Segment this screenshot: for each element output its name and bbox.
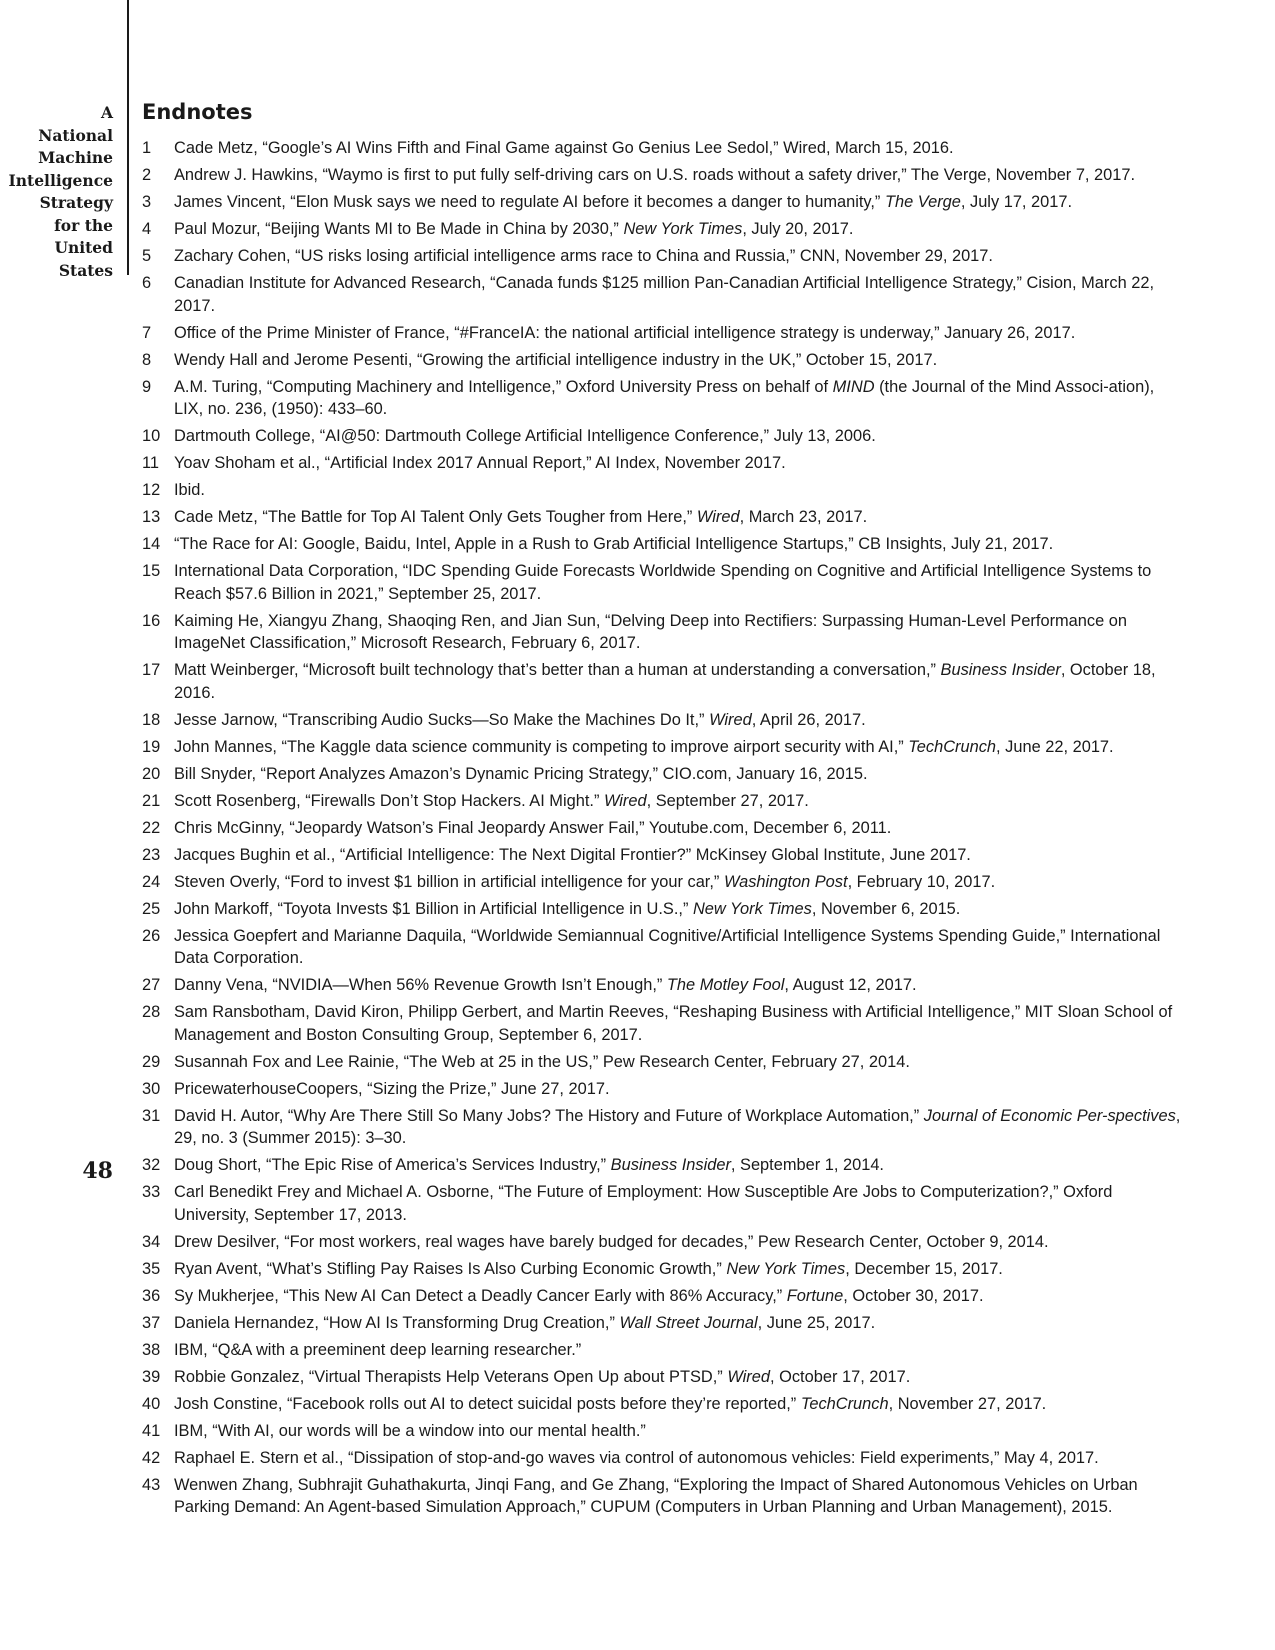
- endnote-segment: Wendy Hall and Jerome Pesenti, “Growing the artificial intelligence industry in the UK,” October 15, 2017.: [174, 350, 938, 369]
- endnote-publication: New York Times: [692, 899, 812, 918]
- endnote-item: [142, 1393, 1182, 1416]
- endnote-segment: Jesse Jarnow, “Transcribing Audio Sucks—So Make the Machines Do It,”: [174, 710, 710, 729]
- endnote-text: [174, 1154, 1182, 1177]
- endnote-item: [142, 610, 1182, 655]
- endnote-segment: , November 27, 2017.: [888, 1394, 1047, 1413]
- report-title-line: for the: [54, 215, 113, 235]
- endnote-number: 9: [142, 377, 152, 396]
- endnote-publication: TechCrunch: [908, 737, 997, 756]
- endnote-segment: , September 1, 2014.: [730, 1156, 884, 1174]
- endnote-segment: John Mannes, “The Kaggle data science community is competing to improve airport security with AI,”: [174, 737, 909, 756]
- endnote-item: [142, 709, 1182, 732]
- endnote-publication: New York Times: [726, 1259, 846, 1278]
- endnote-publication: Fortune: [786, 1286, 844, 1305]
- endnote-text: [174, 790, 1182, 813]
- endnote-publication: Wall Street Journal: [619, 1313, 758, 1332]
- endnote-segment: Andrew J. Hawkins, “Waymo is first to put fully self-driving cars on U.S. roads without a safety driver,” The Verge, November 7, 2017.: [174, 166, 1136, 184]
- endnote-number: 41: [142, 1421, 161, 1440]
- endnote-number: 20: [142, 764, 161, 783]
- endnote-text: [174, 191, 1182, 214]
- endnote-segment: Bill Snyder, “Report Analyzes Amazon’s Dynamic Pricing Strategy,” CIO.com, January 16, 2015.: [174, 764, 868, 783]
- endnote-segment: Yoav Shoham et al., “Artificial Index 2017 Annual Report,” AI Index, November 2017.: [174, 454, 786, 472]
- endnote-text: [174, 322, 1182, 345]
- endnote-text: [174, 974, 1182, 997]
- endnote-segment: Wenwen Zhang, Subhrajit Guhathakurta, Jinqi Fang, and Ge Zhang, “Exploring the Impact of Shared Autonomous Vehicles on Urban Parking Demand: An Agent-based Simulation Approach,” CUPUM (Computers in Urban Planning and Urban Management), 2015.: [174, 1475, 1138, 1516]
- endnote-item: [142, 245, 1182, 268]
- endnote-segment: , July 17, 2017.: [960, 193, 1073, 211]
- endnote-number: 42: [142, 1448, 161, 1467]
- endnote-segment: , March 23, 2017.: [739, 508, 868, 526]
- report-title: [0, 102, 113, 282]
- endnote-item: [142, 272, 1182, 317]
- endnote-number: 13: [142, 508, 161, 526]
- endnote-segment: Steven Overly, “Ford to invest $1 billion in artificial intelligence for your car,”: [174, 872, 724, 891]
- endnote-segment: IBM, “Q&A with a preeminent deep learning researcher.”: [174, 1340, 582, 1359]
- endnote-segment: , September 27, 2017.: [646, 791, 809, 810]
- endnote-text: [174, 1181, 1182, 1226]
- endnote-publication: New York Times: [623, 220, 743, 238]
- endnote-item: [142, 871, 1182, 894]
- endnote-number: 7: [142, 323, 152, 342]
- endnote-number: 37: [142, 1313, 161, 1332]
- endnote-segment: Sam Ransbotham, David Kiron, Philipp Gerbert, and Martin Reeves, “Reshaping Business with Artificial Intelligence,” MIT Sloan School of Management and Boston Consulting Group, September 6, 2017.: [174, 1003, 1173, 1044]
- endnote-text: [174, 1366, 1182, 1389]
- endnote-segment: Paul Mozur, “Beijing Wants MI to Be Made in China by 2030,”: [174, 220, 624, 238]
- endnote-item: [142, 452, 1182, 475]
- endnote-segment: Matt Weinberger, “Microsoft built technology that’s better than a human at understanding a conversation,”: [174, 661, 941, 679]
- endnote-item: [142, 1339, 1182, 1362]
- endnote-number: 15: [142, 562, 161, 580]
- endnote-item: [142, 1447, 1182, 1470]
- report-title-line: United: [54, 238, 113, 257]
- endnote-segment: Cade Metz, “Google’s AI Wins Fifth and Final Game against Go Genius Lee Sedol,” Wired, March 15, 2016.: [174, 139, 954, 157]
- endnote-text: [174, 1078, 1182, 1101]
- endnote-publication: Wired: [727, 1367, 770, 1386]
- endnote-text: [174, 164, 1182, 187]
- endnote-item: [142, 763, 1182, 786]
- endnote-item: [142, 349, 1182, 372]
- endnote-text: [174, 272, 1182, 317]
- endnote-text: [174, 817, 1182, 840]
- endnote-segment: David H. Autor, “Why Are There Still So Many Jobs? The History and Future of Workplace Automation,”: [174, 1106, 924, 1125]
- endnote-item: [142, 1105, 1182, 1150]
- endnote-number: 4: [142, 220, 152, 238]
- endnote-segment: , June 25, 2017.: [757, 1313, 876, 1332]
- endnote-publication: Wired: [709, 710, 752, 729]
- report-title-line: Machine: [38, 148, 113, 167]
- endnote-text: [174, 376, 1182, 421]
- endnote-item: [142, 137, 1182, 160]
- endnote-segment: Chris McGinny, “Jeopardy Watson’s Final Jeopardy Answer Fail,” Youtube.com, December 6, 2011.: [174, 818, 892, 837]
- endnote-publication: Wired: [696, 508, 740, 526]
- endnote-segment: , November 6, 2015.: [811, 899, 961, 918]
- endnote-item: [142, 736, 1182, 759]
- endnote-segment: Josh Constine, “Facebook rolls out AI to detect suicidal posts before they’re reported,”: [174, 1394, 801, 1413]
- endnote-segment: Doug Short, “The Epic Rise of America’s Services Industry,”: [174, 1156, 611, 1174]
- endnote-segment: Scott Rosenberg, “Firewalls Don’t Stop Hackers. AI Might.”: [174, 791, 604, 810]
- endnote-text: [174, 1393, 1182, 1416]
- endnote-item: [142, 1001, 1182, 1046]
- report-title-line: Intelligence: [8, 170, 113, 190]
- endnote-text: [174, 560, 1182, 605]
- endnote-number: 21: [142, 791, 161, 810]
- endnote-text: [174, 1312, 1182, 1335]
- endnote-number: 40: [142, 1394, 161, 1413]
- endnote-number: 19: [142, 737, 161, 756]
- endnote-segment: , June 22, 2017.: [996, 737, 1114, 756]
- endnote-item: [142, 1366, 1182, 1389]
- endnote-number: 33: [142, 1183, 161, 1201]
- endnotes-section: [142, 97, 1182, 1523]
- endnote-text: [174, 1231, 1182, 1254]
- endnote-text: [174, 1285, 1182, 1308]
- endnote-segment: Carl Benedikt Frey and Michael A. Osborne, “The Future of Employment: How Susceptible Are Jobs to Computerization?,” Oxford University, September 17, 2013.: [174, 1183, 1113, 1224]
- report-title-line: Strategy: [39, 193, 113, 212]
- endnote-text: [174, 1051, 1182, 1074]
- endnote-item: [142, 425, 1182, 448]
- endnote-segment: Susannah Fox and Lee Rainie, “The Web at 25 in the US,” Pew Research Center, February 27, 2014.: [174, 1052, 910, 1071]
- endnote-text: [174, 1258, 1182, 1281]
- endnote-text: [174, 1420, 1182, 1443]
- endnote-segment: International Data Corporation, “IDC Spending Guide Forecasts Worldwide Spending on Cognitive and Artificial Intelligence Systems to Reach $57.6 Billion in 2021,” September 25, 2017.: [174, 562, 1152, 603]
- endnote-segment: , April 26, 2017.: [751, 710, 866, 729]
- endnote-number: 25: [142, 899, 161, 918]
- endnote-number: 17: [142, 661, 161, 679]
- endnote-item: [142, 1181, 1182, 1226]
- endnote-number: 22: [142, 818, 161, 837]
- endnote-item: [142, 1231, 1182, 1254]
- endnote-segment: , July 20, 2017.: [742, 220, 854, 238]
- endnote-number: 8: [142, 350, 152, 369]
- endnotes-list: [142, 137, 1182, 1519]
- endnote-publication: The Verge: [884, 193, 961, 211]
- endnote-segment: , 29, no. 3 (Summer 2015): 3–30.: [174, 1106, 1181, 1147]
- endnote-item: [142, 790, 1182, 813]
- endnote-text: [174, 1447, 1182, 1470]
- endnote-number: 6: [142, 274, 152, 292]
- endnote-number: 16: [142, 611, 161, 630]
- endnote-publication: Business Insider: [610, 1156, 731, 1174]
- endnote-publication: TechCrunch: [800, 1394, 889, 1413]
- endnote-segment: Raphael E. Stern et al., “Dissipation of stop-and-go waves via control of autonomous vehicles: Field experiments,” May 4, 2017.: [174, 1448, 1099, 1467]
- endnote-number: 2: [142, 166, 152, 184]
- endnote-number: 3: [142, 193, 152, 211]
- endnote-number: 26: [142, 926, 161, 945]
- endnote-number: 39: [142, 1367, 161, 1386]
- endnote-item: [142, 974, 1182, 997]
- endnote-number: 5: [142, 247, 152, 265]
- endnote-text: [174, 506, 1182, 529]
- endnote-segment: (the Journal of the Mind Associ-ation), LIX, no. 236, (1950): 433–60.: [174, 377, 1155, 418]
- endnote-segment: Drew Desilver, “For most workers, real wages have barely budged for decades,” Pew Research Center, October 9, 2014.: [174, 1232, 1049, 1251]
- endnote-publication: Wired: [603, 791, 647, 810]
- endnote-segment: Sy Mukherjee, “This New AI Can Detect a Deadly Cancer Early with 86% Accuracy,”: [174, 1286, 787, 1305]
- endnote-item: [142, 376, 1182, 421]
- endnote-segment: Dartmouth College, “AI@50: Dartmouth College Artificial Intelligence Conference,” July 13, 2006.: [174, 427, 876, 445]
- endnote-number: 12: [142, 481, 161, 499]
- endnote-number: 43: [142, 1475, 161, 1494]
- report-title-line: States: [58, 260, 113, 280]
- endnote-segment: , February 10, 2017.: [847, 872, 996, 891]
- endnote-item: [142, 1420, 1182, 1443]
- endnote-segment: James Vincent, “Elon Musk says we need to regulate AI before it becomes a danger to humanity,”: [174, 193, 885, 211]
- endnote-segment: , August 12, 2017.: [784, 976, 917, 994]
- endnote-item: [142, 533, 1182, 556]
- endnote-text: [174, 1474, 1182, 1519]
- endnote-number: 14: [142, 535, 161, 553]
- endnote-text: [174, 245, 1182, 268]
- endnote-segment: John Markoff, “Toyota Invests $1 Billion in Artificial Intelligence in U.S.,”: [174, 899, 693, 918]
- endnote-text: [174, 659, 1182, 704]
- endnote-publication: Business Insider: [940, 661, 1061, 679]
- endnote-segment: Robbie Gonzalez, “Virtual Therapists Help Veterans Open Up about PTSD,”: [174, 1367, 728, 1386]
- endnote-segment: Zachary Cohen, “US risks losing artificial intelligence arms race to China and Russia,” CNN, November 29, 2017.: [174, 247, 993, 265]
- endnote-number: 34: [142, 1232, 161, 1251]
- endnote-segment: , October 18, 2016.: [174, 661, 1156, 702]
- report-title-line: A: [100, 103, 113, 122]
- endnote-segment: Jessica Goepfert and Marianne Daquila, “Worldwide Semiannual Cognitive/Artificial Intelligence Systems Spending Guide,” International Data Corporation.: [174, 926, 1161, 967]
- endnote-segment: A.M. Turing, “Computing Machinery and Intelligence,” Oxford University Press on behalf of: [174, 377, 833, 396]
- endnote-text: [174, 533, 1182, 556]
- endnote-segment: , October 30, 2017.: [843, 1286, 984, 1305]
- endnote-number: 35: [142, 1259, 161, 1278]
- endnote-segment: Ryan Avent, “What’s Stifling Pay Raises Is Also Curbing Economic Growth,”: [174, 1259, 727, 1278]
- report-title-line: National: [38, 125, 113, 145]
- endnote-number: 30: [142, 1079, 161, 1098]
- endnote-text: [174, 610, 1182, 655]
- endnote-item: [142, 817, 1182, 840]
- endnote-item: [142, 1051, 1182, 1074]
- endnote-number: 1: [142, 139, 152, 157]
- endnote-item: [142, 1154, 1182, 1177]
- endnote-item: [142, 218, 1182, 241]
- endnote-number: 11: [142, 454, 160, 472]
- endnote-text: [174, 137, 1182, 160]
- endnote-segment: , October 17, 2017.: [770, 1367, 911, 1386]
- endnote-segment: “The Race for AI: Google, Baidu, Intel, Apple in a Rush to Grab Artificial Intelligence Startups,” CB Insights, July 21, 2017.: [174, 535, 1054, 553]
- endnote-text: [174, 898, 1182, 921]
- endnote-number: 24: [142, 872, 161, 891]
- vertical-rule: [127, 0, 129, 275]
- endnote-text: [174, 452, 1182, 475]
- endnote-number: 38: [142, 1340, 161, 1359]
- endnote-text: [174, 349, 1182, 372]
- endnote-item: [142, 925, 1182, 970]
- endnote-text: [174, 925, 1182, 970]
- endnote-publication: The Motley Fool: [666, 976, 785, 994]
- endnote-segment: Jacques Bughin et al., “Artificial Intelligence: The Next Digital Frontier?” McKinsey Global Institute, June 2017.: [174, 845, 971, 864]
- endnote-text: [174, 871, 1182, 894]
- endnote-item: [142, 898, 1182, 921]
- endnote-segment: Canadian Institute for Advanced Research, “Canada funds $125 million Pan-Canadian Artificial Intelligence Strategy,” Cision, March 22, 2017.: [174, 274, 1155, 315]
- endnote-item: [142, 1285, 1182, 1308]
- endnote-text: [174, 763, 1182, 786]
- endnote-segment: Cade Metz, “The Battle for Top AI Talent Only Gets Tougher from Here,”: [174, 508, 697, 526]
- endnote-number: 36: [142, 1286, 161, 1305]
- endnote-publication: Washington Post: [723, 872, 848, 891]
- endnote-text: [174, 736, 1182, 759]
- endnote-text: [174, 218, 1182, 241]
- endnote-segment: Danny Vena, “NVIDIA—When 56% Revenue Growth Isn’t Enough,”: [174, 976, 667, 994]
- page-number: 48: [82, 1158, 113, 1184]
- endnote-segment: Kaiming He, Xiangyu Zhang, Shaoqing Ren, and Jian Sun, “Delving Deep into Rectifiers: Surpassing Human-Level Performance on ImageNet Classification,” Microsoft Research, February 6, 2017.: [174, 611, 1128, 652]
- endnote-number: 10: [142, 427, 161, 445]
- endnote-publication: Journal of Economic Per-spectives: [923, 1106, 1176, 1125]
- endnote-item: [142, 479, 1182, 502]
- endnote-number: 32: [142, 1156, 161, 1174]
- endnote-segment: Daniela Hernandez, “How AI Is Transforming Drug Creation,”: [174, 1313, 620, 1332]
- endnote-text: [174, 844, 1182, 867]
- endnote-item: [142, 659, 1182, 704]
- endnote-item: [142, 1078, 1182, 1101]
- endnote-text: [174, 709, 1182, 732]
- endnote-text: [174, 1339, 1182, 1362]
- endnote-item: [142, 844, 1182, 867]
- endnote-item: [142, 1312, 1182, 1335]
- endnote-segment: PricewaterhouseCoopers, “Sizing the Prize,” June 27, 2017.: [174, 1079, 610, 1098]
- endnote-segment: Office of the Prime Minister of France, “#FranceIA: the national artificial intelligence strategy is underway,” January 26, 2017.: [174, 323, 1076, 342]
- endnote-number: 28: [142, 1003, 161, 1021]
- endnote-item: [142, 560, 1182, 605]
- endnote-text: [174, 1001, 1182, 1046]
- endnote-number: 29: [142, 1052, 161, 1071]
- endnote-number: 18: [142, 710, 161, 729]
- endnote-item: [142, 506, 1182, 529]
- endnote-item: [142, 1258, 1182, 1281]
- endnote-text: [174, 425, 1182, 448]
- endnote-number: 27: [142, 976, 161, 994]
- endnote-text: [174, 1105, 1182, 1150]
- endnote-segment: , December 15, 2017.: [845, 1259, 1003, 1278]
- endnote-item: [142, 1474, 1182, 1519]
- endnote-number: 31: [142, 1106, 161, 1125]
- endnote-segment: IBM, “With AI, our words will be a window into our mental health.”: [174, 1421, 646, 1440]
- endnote-text: [174, 479, 1182, 502]
- section-heading: Endnotes: [142, 100, 253, 124]
- endnote-item: [142, 191, 1182, 214]
- endnote-segment: Ibid.: [174, 481, 205, 499]
- endnote-item: [142, 164, 1182, 187]
- endnote-publication: MIND: [832, 377, 875, 396]
- endnote-number: 23: [142, 845, 161, 864]
- endnote-item: [142, 322, 1182, 345]
